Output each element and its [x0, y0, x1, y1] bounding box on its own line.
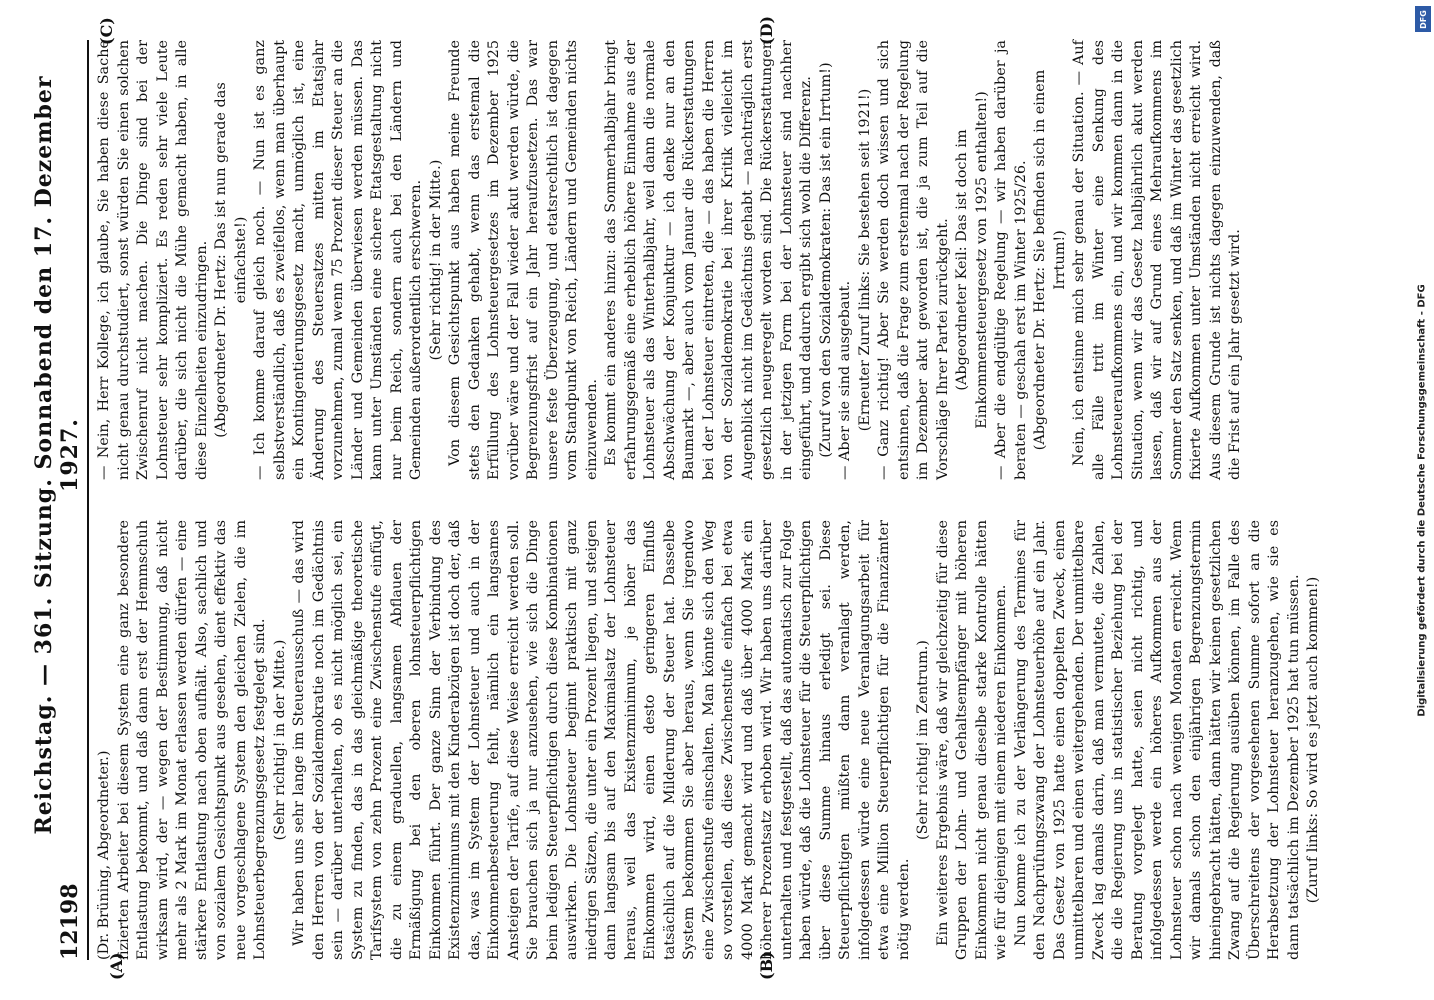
- right-paragraph: Nein, ich entsinne mich sehr genau der Situation. — Auf alle Fälle tritt im Winter eine Senkung des Lohnsteueraufkommens ein, und wir kommen dann in die Situation, wenn wir das Gesetz halbjährlich akut werden lassen, daß wir auf Grund eines Mehraufkommens im Sommer den Satz senken, und daß im Winter das gesetzlich fixierte Aufkommen unter Umständen nicht erreicht wird. Aus diesem Grunde ist nichts dagegen einzuwenden, daß die Frist auf ein Jahr gesetzt wird.: [1071, 40, 1243, 480]
- right-paragraph: (Zuruf von den Sozialdemokraten: Das ist ein Irrtum!): [817, 62, 834, 458]
- page-header: [31, 40, 89, 960]
- right-paragraph: — Nein, Herr Kollege, ich glaube, Sie haben diese Sache nicht genau durchstudiert, sonst würden Sie einen solchen Zwischenruf nicht machen. Die Dinge sind bei der Lohnsteuer sehr kompliziert. Es reden sehr viele Leute darüber, die sich nicht die Mühe gemacht haben, in alle diese Einzelheiten einzudringen.: [96, 40, 210, 480]
- left-paragraph: (Zuruf links: So wird es jetzt auch kommen!): [1305, 576, 1321, 904]
- page-title: Reichstag. — 361. Sitzung. Sonnabend den 17. Dezember 1927.: [31, 75, 83, 835]
- page-number: 12198: [57, 883, 83, 960]
- right-paragraph: — Ich komme darauf gleich noch. — Nun ist es ganz selbstverständlich, daß es zweifellos, wenn man überhaupt ein Kontingentierungsgesetz macht, unmöglich ist, eine Änderung des Steuersatzes mitten im Etatsjahr vorzunehmen, zumal wenn 75 Prozent dieser Steuer an die Länder und Gemeinden überwiesen werden müssen. Das kann unter Umständen eine sichere Etatsgestaltung nicht nur beim Reich, sondern auch bei den Ländern und Gemeinden außerordentlich erschweren.: [252, 40, 424, 480]
- right-paragraph: Von diesem Gesichtspunkt aus haben meine Freunde stets den Gedanken gehabt, wenn das erstemal die Erfüllung des Lohnsteuergesetzes im Dezember 1925 vorüber wäre und der Fall wieder akut werden würde, die Begrenzungsfrist auf ein Jahr heraufzusetzen. Das war unsere feste Überzeugung, und etatsrechtlich ist dagegen vom Standpunkt von Reich, Ländern und Gemeinden nichts einzuwenden.: [447, 40, 600, 480]
- margin-marker-b: (B): [757, 951, 776, 980]
- left-paragraph: Ein weiteres Ergebnis wäre, daß wir gleichzeitig für diese Gruppen der Lohn- und Gehaltsempfänger mit höheren Einkommen nicht genau dieselbe starke Kontrolle hätten wie für diejenigen mit einem niederen Einkommen.: [934, 520, 1009, 960]
- left-column: [95, 520, 1324, 960]
- digitization-note-text: Digitalisierung gefördert durch die Deutsche Forschungsgemeinschaft - DFG: [1416, 283, 1428, 717]
- right-paragraph: — Aber die endgültige Regelung — wir haben darüber ja beraten — geschah erst im Winter 1925/26.: [993, 40, 1029, 480]
- margin-marker-c: (C): [97, 17, 116, 45]
- margin-marker-a: (A): [107, 952, 126, 980]
- left-paragraph: (Sehr richtig! im Zentrum.): [915, 640, 931, 840]
- left-paragraph: fizierten Arbeiter bei diesem System eine ganz besondere Entlastung bekommt, und daß dann erst der Hemmschuh wirksam wird, der — wegen der Bestimmung, daß nicht mehr als 2 Mark im Monat erlassen werden dürfen — eine stärkere Entlastung nach oben aufhält. Also, sachlich und von sozialem Gesichtspunkt aus gesehen, dient effektiv das neue vorgeschlagene System den gleichen Zielen, die im Lohnsteuerbegrenzungsgesetz festgelegt sind.: [115, 520, 268, 960]
- right-paragraph: — Ganz richtig! Aber Sie werden doch wissen und sich entsinnen, daß die Frage zum erstenmal nach der Regelung im Dezember akut geworden ist, die ja zum Teil auf die Vorschläge Ihrer Partei zurückgeht.: [876, 40, 951, 480]
- left-paragraph: (Sehr richtig! in der Mitte.): [271, 639, 288, 841]
- document-page: [31, 15, 1397, 980]
- dfg-logo-icon: DFG: [1415, 6, 1431, 32]
- right-paragraph: (Sehr richtig! in der Mitte.): [427, 159, 444, 361]
- right-paragraph: (Abgeordneter Dr. Hertz: Das ist nun gerade das einfachste!): [213, 82, 249, 438]
- right-column: [95, 40, 1246, 480]
- left-paragraph: Wir haben uns sehr lange im Steuerausschuß — das wird den Herren von der Sozialdemokratie noch im Gedächtnis sein — darüber unterhalten, ob es nicht möglich sei, ein System zu finden, das in das gleichmäßige theoretische Tarifsystem von zehn Prozent eine Zwischenstufe einfügt, die zu einem graduellen, langsamen Abflauen der Ermäßigung bei den oberen lohnsteuerpflichtigen Einkommen führt. Der ganze Sinn der Verbindung des Existenzminimums mit den Kinderabzügen ist doch der, daß das, was im System der Lohnsteuer und auch in der Einkommenbesteuerung fehlt, nämlich ein langsames Ansteigen der Tarife, auf diese Weise erreicht werden soll. Sie brauchen sich ja nur anzusehen, wie sich die Dinge beim ledigen Steuerpflichtigen durch diese Kombinationen auswirken. Die Lohnsteuer beginnt praktisch mit ganz niedrigen Sätzen, die unter ein Prozent liegen, und steigen dann langsam bis auf den Maximalsatz der Lohnsteuer heraus, weil das Existenzminimum, je höher das Einkommen wird, einen desto geringeren Einfluß tatsächlich auf die Milderung der Steuer hat. Dasselbe System bekommen Sie aber heraus, wenn Sie irgendwo eine Zwischenstufe einschalten. Man könnte sich den Weg so vorstellen, daß diese Zwischenstufe einfach bei etwa 4000 Mark gemacht wird und daß über 4000 Mark ein höherer Prozentsatz erhoben wird. Wir haben uns darüber unterhalten und festgestellt, daß das automatisch zur Folge haben würde, daß die Lohnsteuer für die Steuerpflichtigen über diese Summe hinaus erledigt sei. Diese Steuerpflichtigen müßten dann veranlagt werden, infolgedessen würde eine neue Veranlagungsarbeit für etwa eine Million Steuerpflichtigen für die Finanzämter nötig werden.: [291, 520, 912, 960]
- right-paragraph: (Abgeordneter Dr. Hertz: Sie befinden sich in einem Irrtum!): [1032, 69, 1068, 451]
- right-paragraph: (Erneuter Zuruf links: Sie bestehen seit 1921!): [856, 88, 873, 432]
- digitization-note: [1414, 16, 1430, 984]
- left-paragraph: (Dr. Brüning, Abgeordneter.): [96, 750, 112, 960]
- left-paragraph: Nun komme ich zu der Verlängerung des Termines für den Nachprüfungszwang der Lohnsteuerhöhe auf ein Jahr. Das Gesetz von 1925 hatte einen doppelten Zweck, einen unmittelbaren und einen weitergehenden. Der unmittelbare Zweck lag damals darin, daß man vermutete, die Zahlen, die die Regierung uns in statistischer Beziehung bei der Beratung vorgelegt hatte, seien nicht richtig, und infolgedessen werde ein höheres Aufkommen aus der Lohnsteuer schon nach wenigen Monaten erreicht. Wenn wir damals schon den einjährigen Begrenzungstermin hineingebracht hätten, dann hätten wir keinen gesetzlichen Zwang auf die Regierung ausüben können, im Falle des Überschreitens der vorgesehenen Summe sofort an die Herabsetzung der Lohnsteuer heranzugehen, wie sie es dann tatsächlich im Dezember 1925 hat tun müssen.: [1012, 520, 1302, 960]
- right-paragraph: — Aber sie sind ausgebaut.: [837, 280, 853, 480]
- right-paragraph: (Abgeordneter Keil: Das ist doch im Einkommensteuergesetz von 1925 enthalten!): [954, 91, 990, 429]
- margin-marker-d: (D): [757, 15, 776, 45]
- right-paragraph: Es kommt ein anderes hinzu: das Sommerhalbjahr bringt erfahrungsgemäß eine erheblich höhere Einnahme aus der Lohnsteuer als das Winterhalbjahr, weil dann die normale Abschwächung der Konjunktur — ich denke nur an den Baumarkt —, aber auch vom Januar die Rückerstattungen bei der Lohnsteuer eintreten, die — das haben die Herren von der Sozialdemokratie bei ihrer Kritik vielleicht im Augenblick nicht im Gedächtnis gehabt — nachträglich erst gesetzlich neugeregelt worden sind. Die Rückerstattungen in der jetzigen Form bei der Lohnsteuer sind nachher eingeführt, und dadurch ergibt sich wohl die Differenz.: [603, 40, 814, 480]
